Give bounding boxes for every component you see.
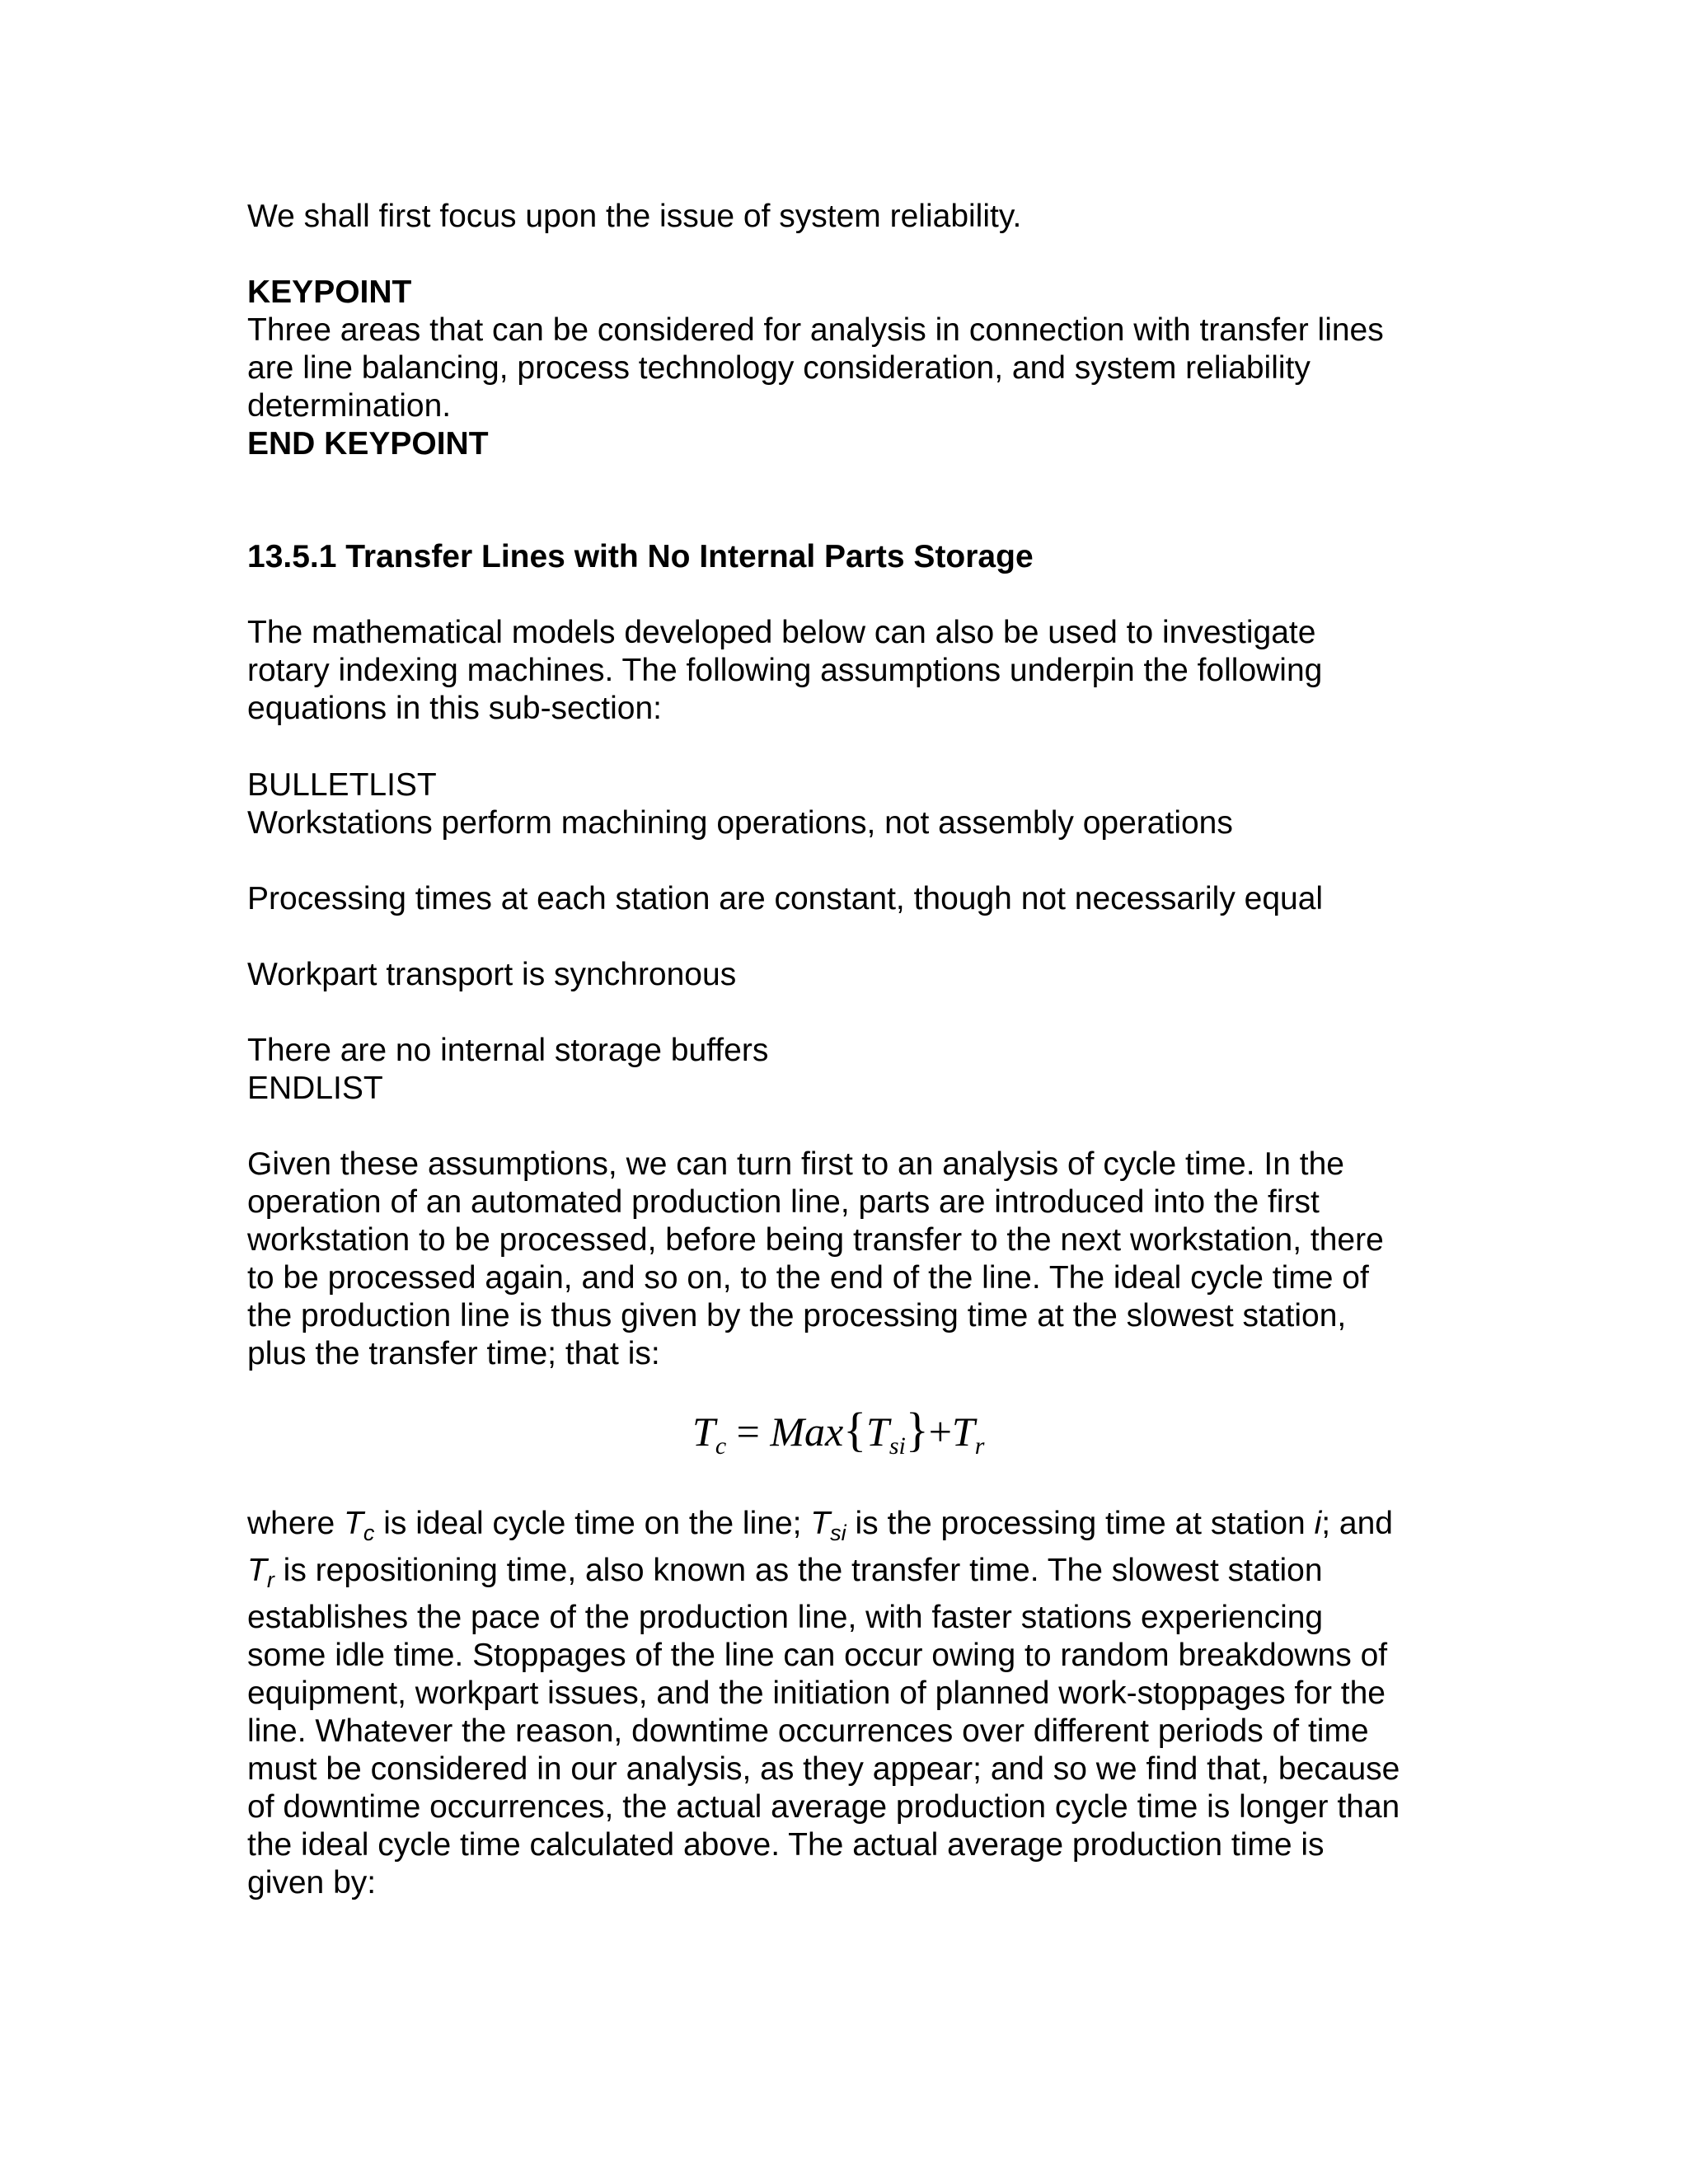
keypoint-line: Three areas that can be considered for analysis in connection with transfer lines — [247, 312, 1384, 348]
var-i: i — [1314, 1506, 1322, 1541]
intro-text: We shall first focus upon the issue of system reliability. — [247, 199, 1022, 234]
eq-rhs-sub: r — [974, 1432, 985, 1460]
keypoint-block — [247, 274, 1442, 463]
eq-inner-var: T — [866, 1408, 889, 1455]
keypoint-line: determination. — [247, 388, 452, 424]
paragraph-line: line. Whatever the reason, downtime occurrences over different periods of time — [247, 1713, 1369, 1749]
var-T: T — [247, 1553, 267, 1588]
text-run: is repositioning time, also known as the transfer time. The slowest station — [274, 1553, 1323, 1588]
paragraph-line: the production line is thus given by the processing time at the slowest station, — [247, 1298, 1347, 1333]
paragraph-line: to be processed again, and so on, to the end of the line. The ideal cycle time of — [247, 1260, 1369, 1296]
paragraph-definitions — [247, 1505, 1442, 1902]
paragraph-line — [247, 1505, 1442, 1552]
eq-inner-sub: si — [889, 1432, 906, 1460]
paragraph-line: operation of an automated production line, parts are introduced into the first — [247, 1184, 1320, 1220]
paragraph-assumptions-intro — [247, 614, 1442, 728]
keypoint-end: END KEYPOINT — [247, 426, 489, 462]
paragraph-line: establishes the pace of the production line, with faster stations experiencing — [247, 1600, 1324, 1635]
text-run: is ideal cycle time on the line; — [374, 1506, 811, 1541]
bullet-list — [247, 766, 1442, 1108]
text-run: where — [247, 1506, 345, 1541]
cycle-time-equation — [692, 1405, 984, 1471]
var-T: T — [344, 1506, 363, 1541]
paragraph-line: given by: — [247, 1865, 377, 1900]
paragraph-line: must be considered in our analysis, as they appear; and so we find that, because — [247, 1751, 1400, 1787]
paragraph-line: some idle time. Stoppages of the line can occur owing to random breakdowns of — [247, 1638, 1388, 1673]
sub-r: r — [266, 1568, 274, 1592]
paragraph-line — [247, 1552, 1442, 1599]
eq-equals: = — [736, 1408, 760, 1455]
paragraph-cycle-time — [247, 1146, 1442, 1373]
paragraph-line: workstation to be processed, before being transfer to the next workstation, there — [247, 1222, 1384, 1258]
eq-lhs-var: T — [692, 1408, 715, 1455]
list-item: There are no internal storage buffers — [247, 1033, 769, 1068]
paragraph-line: plus the transfer time; that is: — [247, 1336, 660, 1371]
paragraph-line: equations in this sub-section: — [247, 691, 662, 726]
eq-open-brace: { — [843, 1403, 867, 1456]
var-T: T — [810, 1506, 831, 1541]
section-heading: 13.5.1 Transfer Lines with No Internal Parts Storage — [247, 539, 1034, 574]
sub-c: c — [363, 1521, 375, 1545]
paragraph-line: of downtime occurrences, the actual average production cycle time is longer than — [247, 1789, 1400, 1825]
eq-lhs-sub: c — [715, 1432, 727, 1460]
sub-si: si — [830, 1521, 846, 1545]
eq-close-brace: } — [905, 1403, 929, 1456]
list-item: Workpart transport is synchronous — [247, 957, 737, 992]
paragraph-line: equipment, workpart issues, and the initiation of planned work-stoppages for the — [247, 1675, 1386, 1711]
text-run: is the processing time at station — [846, 1506, 1315, 1541]
paragraph-line: Given these assumptions, we can turn first to an analysis of cycle time. In the — [247, 1146, 1344, 1182]
text-run: ; and — [1321, 1506, 1393, 1541]
list-item: Processing times at each station are constant, though not necessarily equal — [247, 881, 1324, 916]
bulletlist-start: BULLETLIST — [247, 767, 437, 803]
eq-func: Max — [770, 1408, 844, 1455]
list-item: Workstations perform machining operations, not assembly operations — [247, 805, 1233, 841]
bulletlist-end: ENDLIST — [247, 1071, 383, 1106]
eq-plus: + — [928, 1408, 952, 1455]
paragraph-line: the ideal cycle time calculated above. The actual average production time is — [247, 1827, 1325, 1863]
keypoint-start: KEYPOINT — [247, 274, 412, 310]
keypoint-line: are line balancing, process technology consideration, and system reliability — [247, 350, 1311, 386]
paragraph-line: rotary indexing machines. The following assumptions underpin the following — [247, 653, 1323, 688]
paragraph-line: The mathematical models developed below can also be used to investigate — [247, 615, 1316, 650]
eq-rhs-var: T — [951, 1408, 975, 1455]
